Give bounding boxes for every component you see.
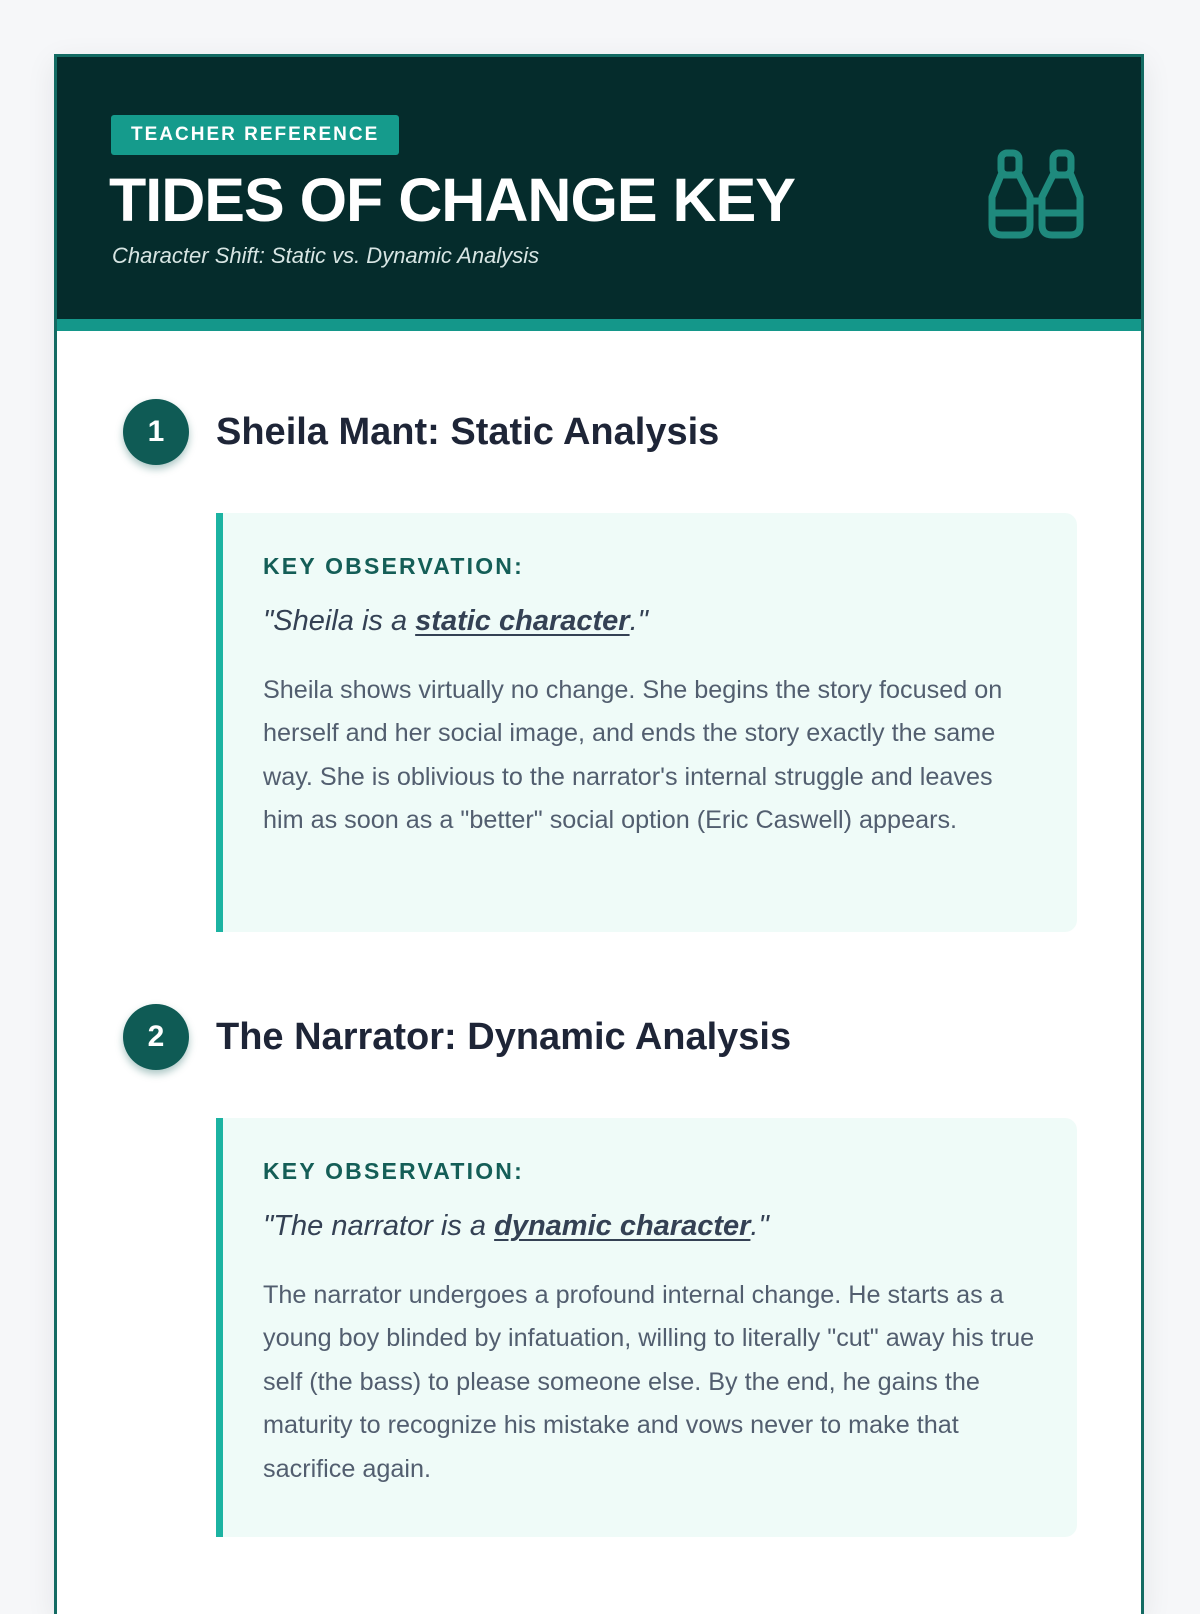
observation-quote: "Sheila is a static character." [263, 605, 648, 637]
observation-body: The narrator undergoes a profound internal change. He starts as a young boy blinded by infatuation, willing to literally "cut" away his true self (the bass) to please someone else. By the end, he gains the maturity to recognize his mistake and vows never to make that sacrifice again. [263, 1280, 1035, 1483]
key-observation-label: KEY OBSERVATION: [263, 553, 524, 579]
quote-term: dynamic character [494, 1210, 751, 1242]
quote-term: static character [415, 605, 630, 637]
observation-body: Sheila shows virtually no change. She begins the story focused on herself and her social image, and ends the story exactly the same way. She is oblivious to the narrator's internal struggle and leaves him as soon as a "better" social option (Eric Caswell) appears. [263, 675, 1003, 835]
observation-quote: "The narrator is a dynamic character." [263, 1210, 769, 1242]
section-heading-narrator [123, 1003, 791, 1071]
binoculars-icon [986, 149, 1086, 239]
section-heading-sheila [123, 398, 719, 466]
section-title: The Narrator: Dynamic Analysis [216, 1015, 792, 1058]
answer-key-card [54, 54, 1144, 1614]
key-observation-panel [216, 1118, 1077, 1537]
key-observation-label: KEY OBSERVATION: [263, 1158, 524, 1184]
teacher-reference-badge: TEACHER REFERENCE [111, 115, 399, 155]
section-title: Sheila Mant: Static Analysis [216, 410, 720, 453]
page-subtitle: Character Shift: Static vs. Dynamic Analysis [112, 243, 540, 268]
section-number: 2 [123, 1004, 189, 1070]
header-banner [57, 57, 1141, 331]
page-title: TIDES OF CHANGE KEY [109, 166, 795, 234]
section-number: 1 [123, 399, 189, 465]
key-observation-panel [216, 513, 1077, 932]
